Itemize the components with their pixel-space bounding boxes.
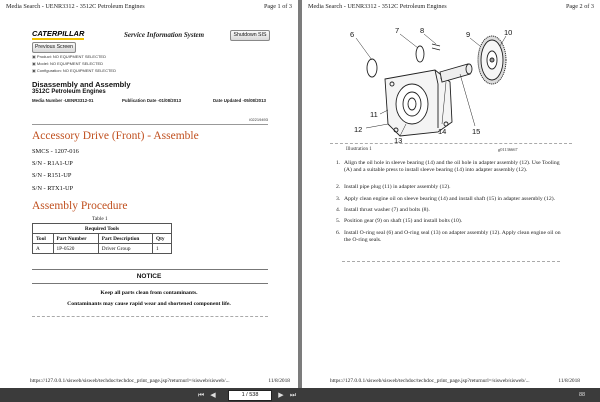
step-text: Install pipe plug (11) in adapter assembly (12). [344,184,451,190]
shutdown-sis-button[interactable]: Shutdown SIS [230,30,270,41]
notice-bottom-rule [32,283,268,284]
last-page-icon[interactable]: ⏭ [289,391,297,399]
product-icon: ▣ [32,54,36,59]
zoom-level[interactable]: 88 [578,392,586,398]
step-number: 6. [336,230,341,236]
column-header: Part Description [98,234,152,244]
callout-15: 15 [472,127,481,136]
accessory-drive-illustration [340,24,530,144]
procedure-step [336,160,564,174]
steps-dashed-rule [342,261,560,262]
page-header-title: Media Search - UENR3312 - 3512C Petroleum Engines [308,3,447,10]
table-cell: Driver Group [98,244,152,254]
shaft-shape [440,64,472,82]
table-cell: 1P-0520 [53,244,98,254]
table-caption: Table 1 [92,216,108,222]
model-icon: ▣ [32,61,36,66]
table-row [33,244,172,254]
footer-url: https://127.0.0.1/sisweb/sisweb/techdoc/techdoc_print_page.jsp?returnurl=/sisweb/sisweb/... [30,378,230,384]
table-cell: A [33,244,54,254]
model-value: Model: NO EQUIPMENT SELECTED [36,61,104,66]
procedure-step [336,230,564,244]
illustration-top-rule [330,143,572,144]
serial-number-1: S/N - R1A1-UP [32,160,73,167]
step-number: 5. [336,218,341,224]
page-header-title: Media Search - UENR3312 - 3512C Petroleum Engines [6,3,145,10]
procedure-step [336,218,564,225]
step-text: Install O-ring seal (6) and O-ring seal (13) on adapter assembly (12). Apply clean engine oil on the O-ring seals. [344,230,561,243]
table-header-row [33,224,172,234]
procedure-title: Assembly Procedure [32,200,128,212]
column-header: Qty [153,234,172,244]
notice-top-rule [32,269,268,270]
sis-title: Service Information System [124,31,205,39]
next-page-icon[interactable]: ▶ [278,391,284,399]
callout-10: 10 [504,28,513,37]
step-text: Apply clean engine oil on sleeve bearing (14) and install shaft (15) in adapter assembly (12). [344,196,556,202]
column-header: Tool [33,234,54,244]
illustration-label: Illustration 1 [346,147,372,152]
section-title: Accessory Drive (Front) - Assemble [32,130,199,142]
configuration-icon: ▣ [32,68,36,73]
configuration-value: Configuration: NO EQUIPMENT SELECTED [36,68,116,73]
page-header-number: Page 1 of 3 [263,3,292,10]
procedure-step [336,207,564,214]
table-column-row [33,234,172,244]
notice-line-1: Keep all parts clean from contaminants. [100,290,198,296]
column-header: Part Number [53,234,98,244]
callout-11: 11 [370,110,378,119]
thrust-washer-shape [416,44,440,62]
callout-7: 7 [395,26,400,35]
step-number: 1. [336,160,341,166]
publication-date: Publication Date -01/08/2013 [122,98,182,103]
serial-number-3: S/N - RTX1-UP [32,185,74,192]
page-number-input[interactable]: 1 / 538 [228,390,272,401]
callout-14: 14 [438,127,447,136]
step-number: 4. [336,207,341,213]
product-line [32,54,106,59]
footer-url: https://127.0.0.1/sisweb/sisweb/techdoc/techdoc_print_page.jsp?returnurl=/sisweb/sisweb/... [330,378,530,384]
callout-8: 8 [420,26,425,35]
required-tools-table [32,223,172,254]
callout-13: 13 [394,136,403,144]
smcs-code: SMCS - 1207-016 [32,148,79,155]
divider [32,124,268,125]
first-page-icon[interactable]: ⏮ [197,391,205,399]
previous-screen-button[interactable]: Previous Screen [32,42,76,53]
procedure-step [336,196,564,203]
illustration-id: g01136667 [498,147,518,152]
document-subtitle: 3512C Petroleum Engines [32,89,106,95]
product-value: Product: NO EQUIPMENT SELECTED [36,54,106,59]
document-page-1 [0,0,298,388]
footer-date: 11/8/2018 [268,378,290,384]
callout-6: 6 [350,30,355,39]
date-updated: Date Updated -05/08/2013 [213,98,266,103]
model-line [32,61,103,66]
step-number: 2. [336,184,341,190]
previous-page-icon[interactable]: ◀ [210,391,216,399]
notice-dashed-rule [32,316,268,317]
document-id: i02219493 [249,117,268,122]
serial-number-2: S/N - R151-UP [32,172,72,179]
viewer-toolbar [0,388,600,402]
step-text: Position gear (9) on shaft (15) and install bolts (10). [344,218,463,224]
page-header-number: Page 2 of 3 [565,3,594,10]
table-header: Required Tools [33,224,172,234]
document-page-2 [302,0,600,388]
notice-title: NOTICE [136,273,162,280]
callout-12: 12 [354,125,363,134]
procedure-step [336,184,564,191]
configuration-line [32,68,116,73]
o-ring-shape [367,59,377,77]
callout-9: 9 [466,30,471,39]
footer-date: 11/8/2018 [558,378,580,384]
step-number: 3. [336,196,341,202]
media-number: Media Number -UENR3312-01 [32,98,94,103]
step-text: Install thrust washer (7) and bolts (8). [344,207,430,213]
step-text: Align the oil hole in sleeve bearing (14) and the oil hole in adapter assembly (12). Use Tooling (A) and a suitable press to install sleeve bearing (14) into adapter assembly (12). [344,160,560,173]
table-cell: 1 [153,244,172,254]
caterpillar-logo: CATERPILLAR [32,29,85,38]
notice-line-2: Contaminants may cause rapid wear and shortened component life. [67,301,231,307]
document-title: Disassembly and Assembly [32,80,131,89]
